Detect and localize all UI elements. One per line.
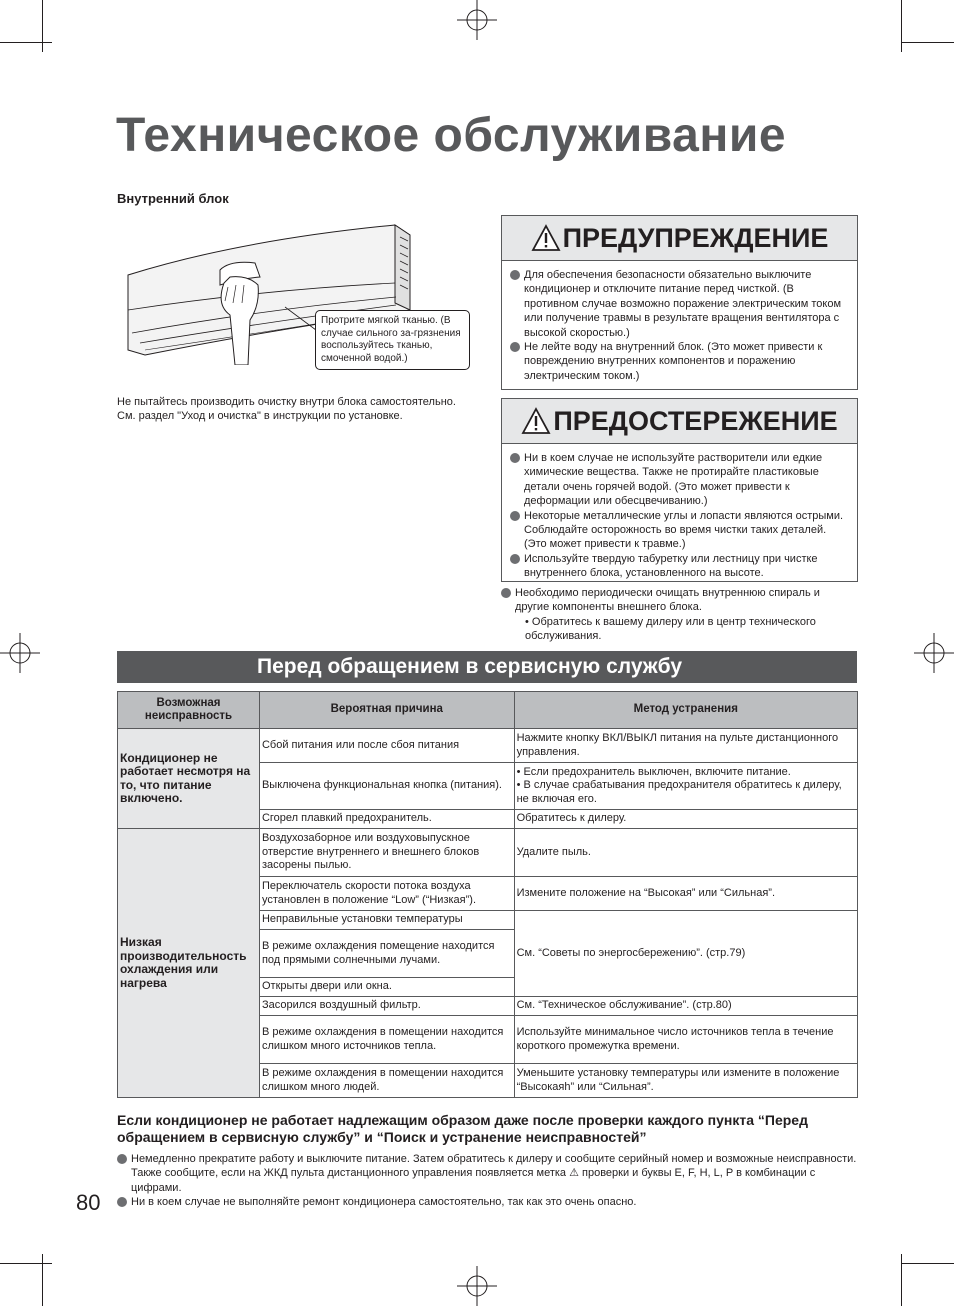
column-header: Вероятная причина — [259, 692, 514, 729]
registration-mark-icon — [457, 0, 497, 40]
cause-cell: В режиме охлаждения в помещении находится слишком много источников тепла. — [259, 1016, 514, 1064]
fix-line: • Если предохранитель выключен, включите питание. — [516, 765, 791, 778]
bottom-list — [117, 1152, 857, 1210]
crop-mark — [901, 0, 902, 52]
cause-cell: В режиме охлаждения в помещении находится слишком много людей. — [259, 1064, 514, 1098]
fix-cell: Удалите пыль. — [514, 829, 857, 877]
outdoor-note-text: Необходимо периодически очищать внутреннюю спираль и другие компоненты внешнего блока. — [515, 587, 820, 614]
cause-cell: Выключена функциональная кнопка (питания). — [259, 763, 514, 810]
bottom-item: Немедленно прекратите работу и выключите питание. Затем обратитесь к дилеру и сообщите серийный номер и возможные неисправности. Также сообщите, если на ЖКД пульта дистанционного управления появляется метка ⚠ проверки и буквы E, F, H, L, P в комбинации с цифрами. — [117, 1152, 857, 1195]
crop-mark — [42, 1254, 43, 1306]
fix-line: • В случае срабатывания предохранителя обратитесь к дилеру, не включая его. — [516, 779, 842, 805]
problem-cell: Кондиционер не работает несмотря на то, что питание включено. — [118, 729, 260, 829]
page-number: 80 — [76, 1190, 101, 1215]
outdoor-note-item — [501, 586, 856, 643]
warning-header — [502, 216, 857, 261]
cause-cell: Неправильные установки температуры — [259, 911, 514, 930]
fix-cell: См. “Техническое обслуживание”. (стр.80) — [514, 997, 857, 1016]
column-header: Метод устранения — [514, 692, 857, 729]
caution-item: Ни в коем случае не используйте растворители или едкие химические вещества. Также не протирайте пластиковые детали очень горячей водой. (Это может привести к деформации или обесцвечиванию.) — [510, 451, 847, 509]
table-row — [118, 729, 858, 763]
cause-cell: Сбой питания или после сбоя питания — [259, 729, 514, 763]
cause-cell: Переключатель скорости потока воздуха установлен в положение “Low” (“Низкая”). — [259, 877, 514, 911]
fix-cell — [514, 763, 857, 810]
fix-cell: Используйте минимальное число источников тепла в течение короткого промежутка времени. — [514, 1016, 857, 1064]
cause-cell: Сгорел плавкий предохранитель. — [259, 810, 514, 829]
registration-mark-icon — [914, 633, 954, 673]
caution-header — [502, 399, 857, 444]
warning-title: ПРЕДУПРЕЖДЕНИЕ — [562, 222, 829, 253]
indoor-note-line: Не пытайтесь производить очистку внутри блока самостоятельно. — [117, 396, 456, 408]
crop-mark — [0, 42, 52, 43]
warning-item: Для обеспечения безопасности обязательно выключите кондиционер и отключите питание перед чисткой. (В противном случае возможно поражение электрическим током или получение травмы в результате вращения вентилятора с высокой скоростью.) — [510, 268, 847, 340]
page-title: Техническое обслуживание — [116, 109, 787, 162]
warning-box — [501, 215, 858, 390]
caution-triangle-icon — [521, 407, 551, 435]
indoor-note — [117, 395, 477, 423]
table-row — [118, 829, 858, 877]
caution-box — [501, 398, 858, 582]
crop-mark — [0, 1263, 52, 1264]
crop-mark — [42, 0, 43, 52]
caution-list — [502, 444, 857, 587]
fix-cell: См. “Советы по энергосбережению”. (стр.79) — [514, 911, 857, 997]
fix-cell: Уменьшите установку температуры или измените в положение “Высокаяh” или “Сильная”. — [514, 1064, 857, 1098]
caution-item: Некоторые металлические углы и лопасти являются острыми. Соблюдайте осторожность во время чистки таких деталей. (Это может привести к травме.) — [510, 509, 847, 552]
table-header-row — [118, 692, 858, 729]
crop-mark — [902, 42, 954, 43]
service-section-title: Перед обращением в сервисную службу — [117, 651, 857, 683]
crop-mark — [901, 1254, 902, 1306]
bottom-item: Ни в коем случае не выполняйте ремонт кондиционера самостоятельно, так как это очень опасно. — [117, 1195, 857, 1209]
cause-cell: В режиме охлаждения помещение находится под прямыми солнечными лучами. — [259, 930, 514, 978]
registration-mark-icon — [457, 1266, 497, 1306]
crop-mark — [902, 1263, 954, 1264]
cause-cell: Засорился воздушный фильтр. — [259, 997, 514, 1016]
fix-cell: Обратитесь к дилеру. — [514, 810, 857, 829]
problem-cell: Низкая производительность охлаждения или нагрева — [118, 829, 260, 1098]
caution-title: ПРЕДОСТЕРЕЖЕНИЕ — [553, 405, 838, 436]
fix-cell: Измените положение на “Высокая” или “Сильная”. — [514, 877, 857, 911]
outdoor-note — [501, 586, 856, 643]
outdoor-note-sub: • Обратитесь к вашему дилеру или в центр технического обслуживания. — [525, 615, 816, 642]
cause-cell: Открыты двери или окна. — [259, 978, 514, 997]
warning-list — [502, 261, 857, 389]
warning-triangle-icon — [531, 224, 561, 252]
caution-item: Используйте твердую табуретку или лестницу при чистке внутреннего блока, установленного на высоте. — [510, 552, 847, 581]
wipe-callout: Протрите мягкой тканью. (В случае сильного за-грязнения воспользуйтесь тканью, смоченной водой.) — [315, 310, 470, 370]
column-header: Возможная неисправность — [118, 692, 260, 729]
indoor-note-line: См. раздел "Уход и очистка" в инструкции по установке. — [117, 410, 403, 422]
bottom-heading: Если кондиционер не работает надлежащим образом даже после проверки каждого пункта “Перед обращением в сервисную службу” и “Поиск и устранение неисправностей” — [117, 1112, 808, 1145]
registration-mark-icon — [0, 633, 40, 673]
troubleshooting-table — [117, 691, 858, 1098]
indoor-unit-heading: Внутренний блок — [117, 191, 229, 206]
warning-item: Не лейте воду на внутренний блок. (Это может привести к повреждению внутренних компонентов и поражению электрическим током.) — [510, 340, 847, 383]
fix-cell: Нажмите кнопку ВКЛ/ВЫКЛ питания на пульте дистанционного управления. — [514, 729, 857, 763]
cause-cell: Воздухозаборное или воздуховыпускное отверстие внутреннего и внешнего блоков засорены пылью. — [259, 829, 514, 877]
